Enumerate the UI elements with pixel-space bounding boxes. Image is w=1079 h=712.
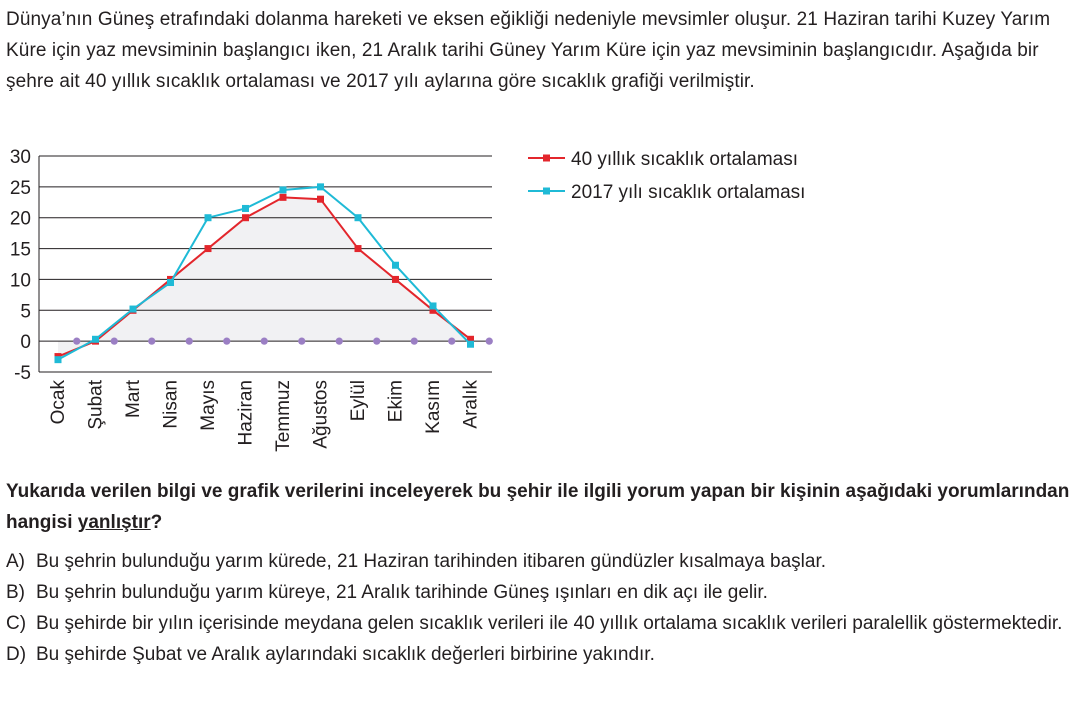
- data-point: [392, 262, 399, 269]
- x-tick-label: Ekim: [385, 380, 407, 423]
- data-point: [55, 356, 62, 363]
- temperature-chart: [0, 140, 1079, 475]
- data-point: [92, 336, 99, 343]
- x-tick-label: Aralık: [460, 380, 482, 429]
- zero-marker: [261, 338, 268, 345]
- y-tick-label: 25: [9, 177, 31, 199]
- option-a[interactable]: [6, 546, 1074, 577]
- zero-marker: [298, 338, 305, 345]
- x-tick-label: Ağustos: [310, 380, 332, 449]
- data-point: [392, 276, 399, 283]
- data-point: [467, 341, 474, 348]
- option-text: Bu şehirde Şubat ve Aralık aylarındaki sıcaklık değerleri birbirine yakındır.: [36, 644, 655, 665]
- data-point: [205, 245, 212, 252]
- data-point: [242, 214, 249, 221]
- x-tick-label: Mart: [123, 380, 144, 418]
- zero-marker: [111, 338, 118, 345]
- legend-label: 40 yıllık sıcaklık ortalaması: [571, 149, 799, 170]
- data-point: [130, 306, 137, 313]
- zero-marker: [148, 338, 155, 345]
- data-point: [280, 194, 287, 201]
- y-tick-label: 15: [9, 239, 31, 261]
- data-point: [280, 186, 287, 193]
- y-tick-label: -5: [14, 363, 31, 384]
- data-point: [355, 214, 362, 221]
- legend-label: 2017 yılı sıcaklık ortalaması: [571, 182, 806, 203]
- option-text: Bu şehirde bir yılın içerisinde meydana gelen sıcaklık verileri ile 40 yıllık ortalama sıcaklık verileri paralellik göstermektedir.: [36, 613, 1063, 634]
- data-point: [317, 183, 324, 190]
- x-tick-label: Kasım: [423, 380, 444, 434]
- intro-paragraph: Dünya’nın Güneş etrafındaki dolanma hareketi ve eksen eğikliği nedeniyle mevsimler oluşur. 21 Haziran tarihi Kuzey Yarım Küre için yaz mevsiminin başlangıcı iken, 21 Aralık tarihi Güney Yarım Küre için yaz mevsiminin başlangıcıdır. Aşağıda bir şehre ait 40 yıllık sıcaklık ortalaması ve 2017 yılı aylarına göre sıcaklık grafiği verilmiştir.: [6, 9, 1051, 92]
- zero-marker: [336, 338, 343, 345]
- legend-marker: [543, 188, 550, 195]
- data-point: [355, 245, 362, 252]
- chart-svg: [0, 140, 1079, 475]
- option-c[interactable]: [6, 608, 1074, 639]
- option-text: Bu şehrin bulunduğu yarım küreye, 21 Aralık tarihinde Güneş ışınları en dik açı ile gelir.: [36, 582, 768, 603]
- option-b[interactable]: [6, 577, 1074, 608]
- x-tick-label: Ocak: [48, 380, 69, 425]
- option-letter: B): [6, 582, 25, 603]
- data-point: [242, 205, 249, 212]
- option-letter: C): [6, 613, 27, 634]
- x-tick-label: Eylül: [348, 380, 369, 422]
- x-tick-label: Nisan: [160, 380, 182, 429]
- y-tick-label: 20: [9, 208, 31, 230]
- option-letter: D): [6, 644, 27, 665]
- zero-marker: [186, 338, 193, 345]
- zero-marker: [373, 338, 380, 345]
- zero-marker: [411, 338, 418, 345]
- zero-marker: [223, 338, 230, 345]
- x-tick-label: Şubat: [85, 380, 107, 430]
- x-tick-label: Mayıs: [198, 380, 219, 431]
- question-underlined: yanlıştır: [77, 512, 151, 533]
- option-d[interactable]: [6, 639, 1074, 670]
- option-letter: A): [6, 551, 25, 572]
- legend-marker: [543, 155, 550, 162]
- zero-marker: [486, 338, 493, 345]
- data-point: [205, 214, 212, 221]
- question-before: Yukarıda verilen bilgi ve grafik verilerini inceleyerek bu şehir ile ilgili yorum yapan bir kişinin aşağıdaki yorumlarından hangisi: [6, 481, 1070, 533]
- question-after: ?: [150, 512, 163, 533]
- data-point: [317, 196, 324, 203]
- x-tick-label: Temmuz: [273, 380, 294, 452]
- y-tick-label: 5: [20, 301, 31, 323]
- data-point: [430, 302, 437, 309]
- area-under-curve: [58, 197, 471, 356]
- data-point: [167, 279, 174, 286]
- y-tick-label: 30: [9, 147, 31, 168]
- zero-marker: [448, 338, 455, 345]
- answer-options: [6, 546, 1074, 670]
- question-text: [6, 476, 1072, 538]
- x-tick-label: Haziran: [235, 380, 257, 446]
- y-tick-label: 10: [9, 270, 31, 292]
- option-text: Bu şehrin bulunduğu yarım kürede, 21 Haziran tarihinden itibaren gündüzler kısalmaya başlar.: [36, 551, 827, 572]
- y-tick-label: 0: [20, 332, 31, 354]
- zero-marker: [73, 338, 80, 345]
